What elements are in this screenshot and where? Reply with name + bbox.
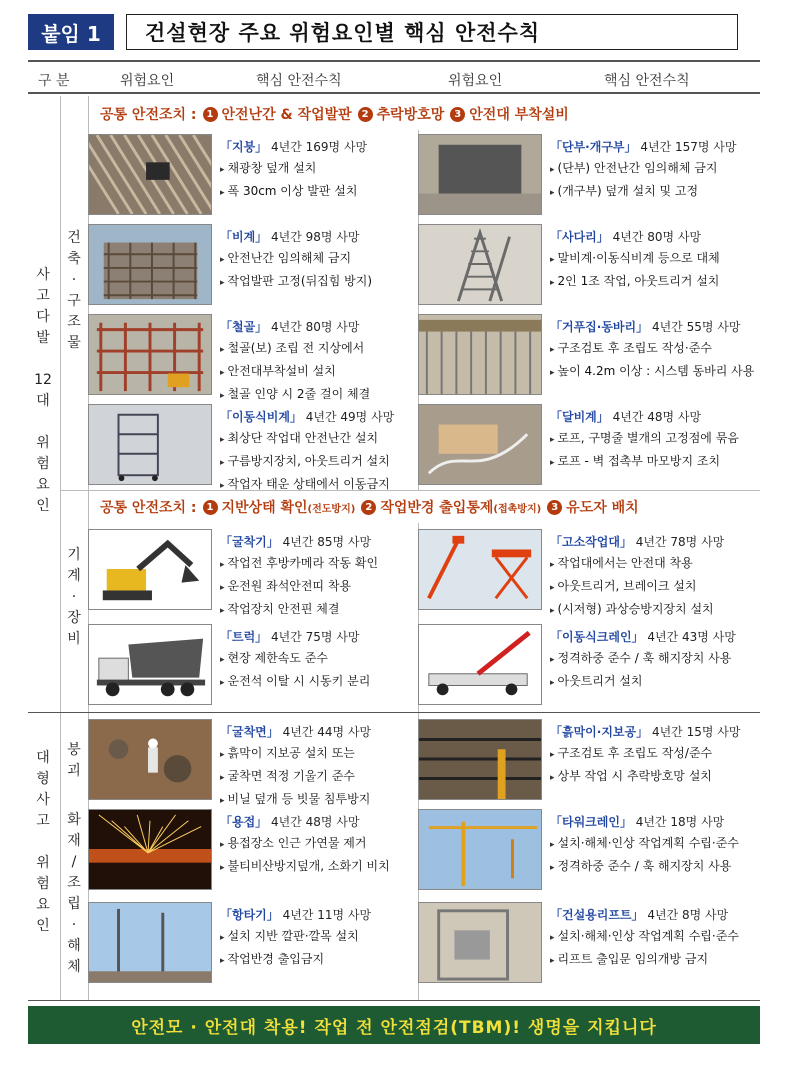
risk-cell bbox=[418, 131, 760, 218]
safety-rule: ▸ 작업반경 출입금지 bbox=[220, 949, 371, 972]
risk-cell bbox=[418, 899, 760, 986]
fatality-stat: 4년간 55명 사망 bbox=[648, 320, 741, 334]
risk-text bbox=[550, 532, 724, 622]
safety-rule: ▸ 설치·해체·인상 작업계획 수립·준수 bbox=[550, 833, 739, 856]
group-frequent: 사 고 다 발 12 대 위 험 요 인 bbox=[34, 267, 52, 514]
risk-text bbox=[220, 317, 370, 407]
safety-rule: ▸ 철골(보) 조립 전 지상에서 bbox=[220, 338, 370, 361]
risk-cell bbox=[88, 899, 418, 986]
excavator-photo bbox=[88, 529, 212, 610]
shoring-photo bbox=[418, 719, 542, 800]
safety-rule: ▸ 안전대부착설비 설치 bbox=[220, 361, 370, 384]
risk-title: 「단부·개구부」 bbox=[550, 140, 637, 154]
safety-rule: ▸ 구조검토 후 조립도 작성/준수 bbox=[550, 743, 740, 766]
risk-title: 「철골」 bbox=[220, 320, 268, 334]
group-machine: 기 계 · 장 비 bbox=[67, 547, 81, 647]
safety-rule: ▸ 리프트 출입문 임의개방 금지 bbox=[550, 949, 739, 972]
risk-text bbox=[550, 227, 720, 294]
group-construction: 건 축 · 구 조 물 bbox=[67, 230, 81, 351]
opening-photo bbox=[418, 134, 542, 215]
safety-rule: ▸ 채광창 덮개 설치 bbox=[220, 158, 367, 181]
risk-cell bbox=[418, 621, 760, 708]
risk-cell bbox=[418, 716, 760, 803]
risk-title: 「거푸집·동바리」 bbox=[550, 320, 649, 334]
group-major: 대 형 사 고 위 험 요 인 bbox=[36, 750, 50, 934]
safety-rule: ▸ 설치 지반 깔판·깔목 설치 bbox=[220, 926, 371, 949]
safety-rule: ▸ 작업발판 고정(뒤집힘 방지) bbox=[220, 271, 372, 294]
safety-rule: ▸ 말비계·이동식비계 등으로 대체 bbox=[550, 248, 720, 271]
risk-text bbox=[220, 812, 390, 879]
safety-rule: ▸ 최상단 작업대 안전난간 설치 bbox=[220, 428, 394, 451]
divider bbox=[60, 96, 61, 1000]
steel-frame-photo bbox=[88, 314, 212, 395]
number-1-icon: 1 bbox=[203, 107, 218, 122]
risk-title: 「건설용리프트」 bbox=[550, 908, 644, 922]
formwork-photo bbox=[418, 314, 542, 395]
safety-rule: ▸ 비닐 덮개 등 빗물 침투방지 bbox=[220, 789, 371, 812]
risk-cell bbox=[88, 401, 418, 491]
safety-rule: ▸ 굴착면 적정 기울기 준수 bbox=[220, 766, 371, 789]
page-title: 건설현장 주요 위험요인별 핵심 안전수칙 bbox=[126, 14, 738, 50]
col-risk-left: 위험요인 bbox=[120, 73, 175, 89]
risk-text bbox=[220, 532, 378, 622]
risk-title: 「타워크레인」 bbox=[550, 815, 632, 829]
risk-title: 「트럭」 bbox=[220, 630, 268, 644]
common-measures-band-1: 공통 안전조치 : 1 안전난간 & 작업발판 2 추락방호망 3 안전대 부착설비 bbox=[100, 107, 569, 123]
risk-title: 「굴착기」 bbox=[220, 535, 279, 549]
risk-text bbox=[220, 137, 367, 204]
risk-cell bbox=[88, 311, 418, 401]
risk-text bbox=[550, 137, 736, 204]
fatality-stat: 4년간 15명 사망 bbox=[648, 725, 741, 739]
safety-rule: ▸ 2인 1조 작업, 아웃트리거 설치 bbox=[550, 271, 720, 294]
divider bbox=[28, 712, 760, 713]
safety-rule: ▸ 폭 30cm 이상 발판 설치 bbox=[220, 181, 367, 204]
safety-rule: ▸ 높이 4.2m 이상 : 시스템 동바리 사용 bbox=[550, 361, 754, 384]
number-3-icon: 3 bbox=[450, 107, 465, 122]
risk-cell bbox=[418, 221, 760, 308]
risk-text bbox=[220, 722, 371, 812]
safety-rule: ▸ 운전석 이탈 시 시동키 분리 bbox=[220, 671, 370, 694]
risk-title: 「굴착면」 bbox=[220, 725, 279, 739]
risk-cell bbox=[418, 806, 760, 893]
risk-title: 「비계」 bbox=[220, 230, 268, 244]
number-1-icon: 1 bbox=[203, 500, 218, 515]
group-collapse: 붕 괴 bbox=[67, 742, 81, 779]
fatality-stat: 4년간 80명 사망 bbox=[267, 320, 360, 334]
safety-rule: ▸ 흙막이 지보공 설치 또는 bbox=[220, 743, 371, 766]
excavation-photo bbox=[88, 719, 212, 800]
safety-rule: ▸ (시저형) 과상승방지장치 설치 bbox=[550, 599, 724, 622]
col-risk-right: 위험요인 bbox=[448, 73, 503, 89]
fatality-stat: 4년간 18명 사망 bbox=[631, 815, 725, 829]
risk-text bbox=[220, 227, 372, 294]
risk-text bbox=[550, 627, 736, 694]
risk-title: 「흙막이·지보공」 bbox=[550, 725, 649, 739]
fatality-stat: 4년간 157명 사망 bbox=[636, 140, 737, 154]
welding-photo bbox=[88, 809, 212, 890]
safety-rule: ▸ 구조검토 후 조립도 작성·준수 bbox=[550, 338, 754, 361]
rope-photo bbox=[418, 404, 542, 485]
col-category: 구 분 bbox=[38, 73, 70, 89]
risk-title: 「용접」 bbox=[220, 815, 268, 829]
fatality-stat: 4년간 78명 사망 bbox=[631, 535, 725, 549]
safety-rule: ▸ (단부) 안전난간 임의해체 금지 bbox=[550, 158, 736, 181]
lift-photo bbox=[418, 902, 542, 983]
risk-text bbox=[220, 627, 370, 694]
mobile-crane-photo bbox=[418, 624, 542, 705]
risk-cell bbox=[88, 131, 418, 218]
footer-banner: 안전모 · 안전대 착용! 작업 전 안전점검(TBM)! 생명을 지킵니다 bbox=[28, 1006, 760, 1044]
risk-title: 「이동식비계」 bbox=[220, 410, 302, 424]
common-measures-band-2: 공통 안전조치 : 1 지반상태 확인 (전도방지) 2 작업반경 출입통제 (접촉방지) 3 유도자 배치 bbox=[100, 500, 639, 516]
risk-title: 「고소작업대」 bbox=[550, 535, 632, 549]
truck-photo bbox=[88, 624, 212, 705]
risk-text bbox=[550, 812, 739, 879]
safety-rule: ▸ 현장 제한속도 준수 bbox=[220, 648, 370, 671]
fatality-stat: 4년간 11명 사망 bbox=[278, 908, 372, 922]
risk-title: 「항타기」 bbox=[220, 908, 279, 922]
safety-rule: ▸ 작업장치 안전핀 체결 bbox=[220, 599, 378, 622]
number-2-icon: 2 bbox=[358, 107, 373, 122]
safety-rule: ▸ 불티비산방지덮개, 소화기 비치 bbox=[220, 856, 390, 879]
risk-title: 「사다리」 bbox=[550, 230, 609, 244]
safety-rule: ▸ 정격하중 준수 / 훅 해지장치 사용 bbox=[550, 648, 736, 671]
safety-rule: ▸ 아웃트리거 설치 bbox=[550, 671, 736, 694]
fatality-stat: 4년간 43명 사망 bbox=[643, 630, 736, 644]
risk-text bbox=[220, 905, 371, 972]
safety-rule: ▸ 구름방지장치, 아웃트리거 설치 bbox=[220, 451, 394, 474]
risk-cell bbox=[418, 526, 760, 616]
safety-rule: ▸ 로프 - 벽 접촉부 마모방지 조치 bbox=[550, 451, 739, 474]
risk-cell bbox=[88, 526, 418, 616]
risk-text bbox=[550, 722, 740, 789]
number-2-icon: 2 bbox=[361, 500, 376, 515]
document-header bbox=[28, 14, 738, 50]
fatality-stat: 4년간 48명 사망 bbox=[267, 815, 360, 829]
risk-text bbox=[550, 317, 754, 384]
safety-rule: ▸ 상부 작업 시 추락방호망 설치 bbox=[550, 766, 740, 789]
safety-rule: ▸ 설치·해체·인상 작업계획 수립·준수 bbox=[550, 926, 739, 949]
risk-title: 「이동식크레인」 bbox=[550, 630, 644, 644]
safety-rule: ▸ 로프, 구명줄 별개의 고정점에 묶음 bbox=[550, 428, 739, 451]
column-header bbox=[28, 60, 760, 94]
safety-rule: ▸ 작업대에서는 안전대 착용 bbox=[550, 553, 724, 576]
divider bbox=[28, 1000, 760, 1001]
risk-text bbox=[550, 905, 739, 972]
tower-crane-photo bbox=[418, 809, 542, 890]
safety-rule: ▸ 아웃트리거, 브레이크 설치 bbox=[550, 576, 724, 599]
mobile-scaffold-photo bbox=[88, 404, 212, 485]
risk-cell bbox=[418, 311, 760, 398]
risk-cell bbox=[88, 716, 418, 806]
col-rule-right: 핵심 안전수칙 bbox=[604, 73, 690, 89]
fatality-stat: 4년간 169명 사망 bbox=[267, 140, 368, 154]
risk-text bbox=[220, 407, 394, 497]
scaffold-photo bbox=[88, 224, 212, 305]
risk-cell bbox=[88, 621, 418, 708]
safety-rule: ▸ 안전난간 임의해체 금지 bbox=[220, 248, 372, 271]
safety-rule: ▸ 작업자 태운 상태에서 이동금지 bbox=[220, 474, 394, 497]
fatality-stat: 4년간 8명 사망 bbox=[643, 908, 729, 922]
safety-rule: ▸ 정격하중 준수 / 훅 해지장치 사용 bbox=[550, 856, 739, 879]
group-fire: 화 재 / 조 립 · 해 체 bbox=[67, 812, 81, 975]
safety-rule: ▸ 작업전 후방카메라 작동 확인 bbox=[220, 553, 378, 576]
risk-title: 「지붕」 bbox=[220, 140, 268, 154]
fatality-stat: 4년간 48명 사망 bbox=[608, 410, 702, 424]
risk-text bbox=[550, 407, 739, 474]
fatality-stat: 4년간 80명 사망 bbox=[608, 230, 702, 244]
attachment-badge: 붙임 1 bbox=[28, 14, 114, 50]
risk-cell bbox=[88, 221, 418, 308]
fatality-stat: 4년간 98명 사망 bbox=[267, 230, 360, 244]
fatality-stat: 4년간 49명 사망 bbox=[301, 410, 395, 424]
safety-rule: ▸ (개구부) 덮개 설치 및 고정 bbox=[550, 181, 736, 204]
risk-cell bbox=[88, 806, 418, 893]
pile-driver-photo bbox=[88, 902, 212, 983]
col-rule-left: 핵심 안전수칙 bbox=[256, 73, 342, 89]
risk-title: 「달비계」 bbox=[550, 410, 609, 424]
roof-photo bbox=[88, 134, 212, 215]
safety-rule: ▸ 철골 인양 시 2줄 걸이 체결 bbox=[220, 384, 370, 407]
fatality-stat: 4년간 44명 사망 bbox=[278, 725, 372, 739]
safety-rule: ▸ 용접장소 인근 가연물 제거 bbox=[220, 833, 390, 856]
aerial-lift-photo bbox=[418, 529, 542, 610]
ladder-photo bbox=[418, 224, 542, 305]
number-3-icon: 3 bbox=[547, 500, 562, 515]
fatality-stat: 4년간 75명 사망 bbox=[267, 630, 360, 644]
risk-cell bbox=[418, 401, 760, 488]
fatality-stat: 4년간 85명 사망 bbox=[278, 535, 372, 549]
safety-rule: ▸ 운전원 좌석안전띠 착용 bbox=[220, 576, 378, 599]
